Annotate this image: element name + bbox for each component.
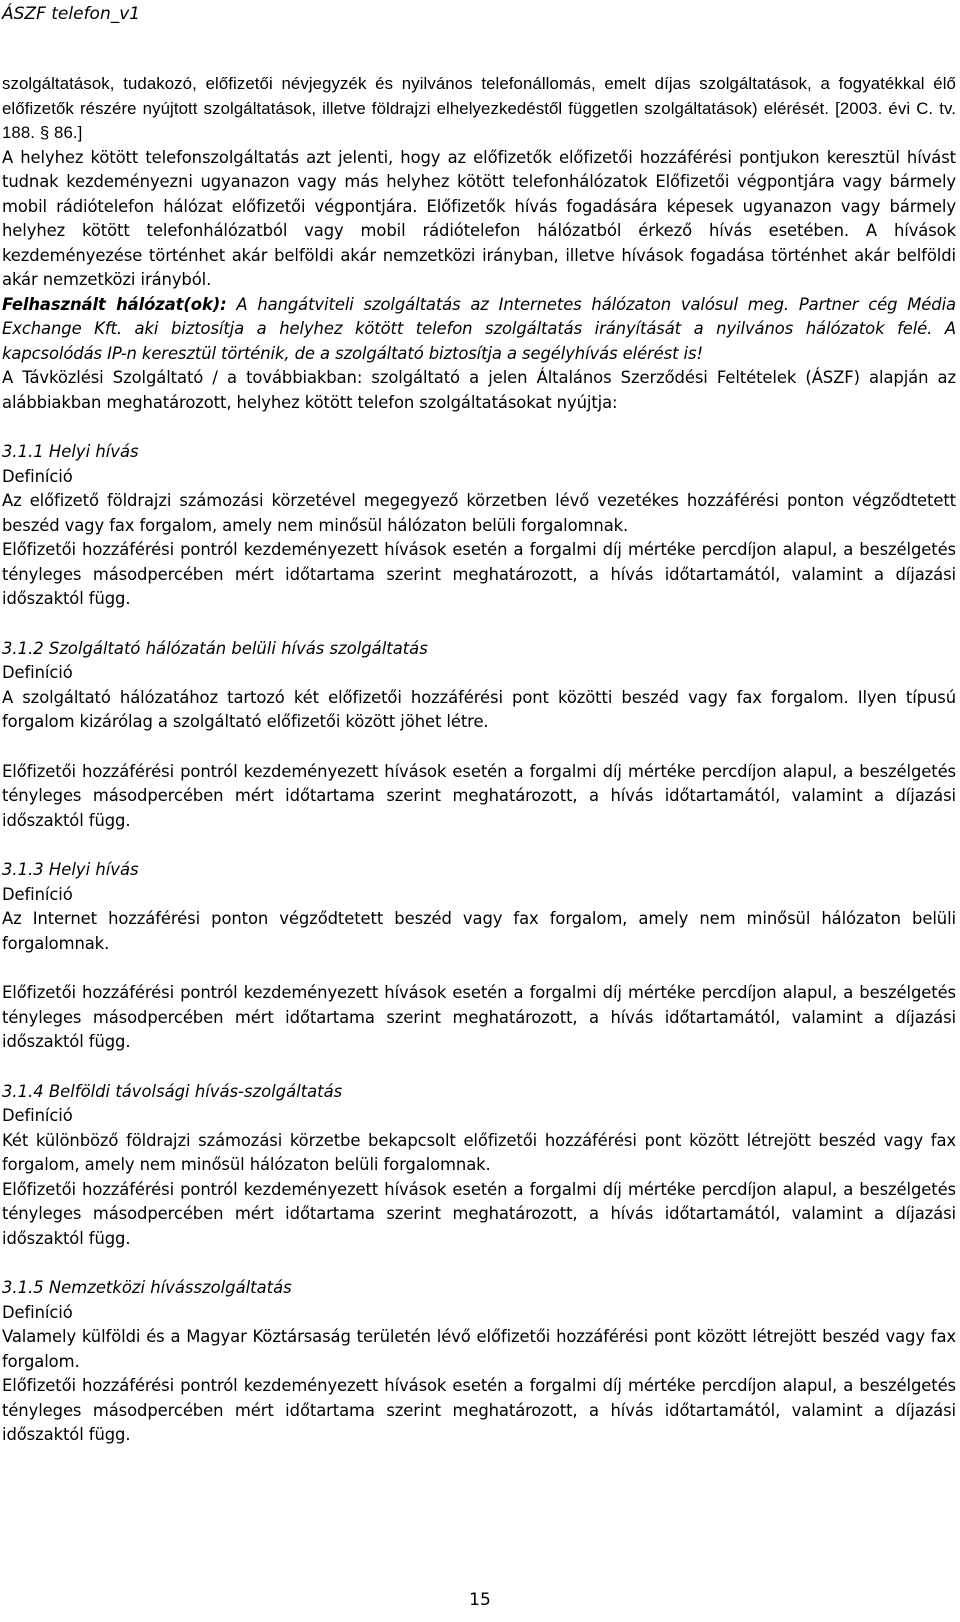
definition-label: Definíció bbox=[2, 466, 73, 486]
page-number: 15 bbox=[469, 1590, 491, 1610]
network-text: A hangátviteli szolgáltatás az Internetes hálózaton valósul meg. Partner cég Média Exchange Kft. aki biztosítja a helyhez kötött telefon szolgáltatás irányítását a nyilvános hálózatok felé. A kapcsolódás IP-n keresztül történik, de a szolgáltató biztosítja a segélyhívás elérést is! bbox=[2, 294, 956, 363]
definition-text: Az Internet hozzáférési ponton végződtetett beszéd vagy fax forgalom, amely nem minősül hálózaton belüli forgalomnak. bbox=[2, 909, 956, 953]
fee-text: Előfizetői hozzáférési pontról kezdeményezett hívások esetén a forgalmi díj mértéke percdíjon alapul, a beszélgetés tényleges másodpercében mért időtartama szerint meghatározott, a hívás időtartamától, valamint a díjazási időszaktól függ. bbox=[2, 1376, 956, 1444]
section-title: 3.1.2 Szolgáltató hálózatán belüli hívás szolgáltatás bbox=[2, 638, 428, 658]
document-body bbox=[2, 72, 956, 1448]
definition-label: Definíció bbox=[2, 663, 73, 682]
fee-text: Előfizetői hozzáférési pontról kezdeményezett hívások esetén a forgalmi díj mértéke percdíjon alapul, a beszélgetés tényleges másodpercében mért időtartama szerint meghatározott, a hívás időtartamától, valamint a díjazási időszaktól függ. bbox=[2, 761, 956, 830]
section-title: 3.1.1 Helyi hívás bbox=[2, 442, 139, 461]
definition-label: Definíció bbox=[2, 1302, 73, 1322]
definition-label: Definíció bbox=[2, 1106, 73, 1125]
section-title: 3.1.4 Belföldi távolsági hívás-szolgáltatás bbox=[2, 1081, 343, 1101]
section-title: 3.1.5 Nemzetközi hívásszolgáltatás bbox=[2, 1278, 292, 1297]
provider-paragraph: A Távközlési Szolgáltató / a továbbiakban: szolgáltató a jelen Általános Szerződési Feltételek (ÁSZF) alapján az alábbiakban meghatározott, helyhez kötött telefon szolgáltatásokat nyújtja: bbox=[2, 368, 956, 412]
definition-label: Definíció bbox=[2, 884, 73, 904]
fee-text: Előfizetői hozzáférési pontról kezdeményezett hívások esetén a forgalmi díj mértéke percdíjon alapul, a beszélgetés tényleges másodpercében mért időtartama szerint meghatározott, a hívás időtartamától, valamint a díjazási időszaktól függ. bbox=[2, 540, 956, 608]
definition-text: Két különböző földrajzi számozási körzetbe bekapcsolt előfizetői hozzáférési pont között létrejött beszéd vagy fax forgalom, amely nem minősül hálózaton belüli forgalomnak. bbox=[2, 1130, 956, 1174]
network-label: Felhasznált hálózat(ok): bbox=[2, 294, 227, 314]
intro-paragraph: szolgáltatások, tudakozó, előfizetői névjegyzék és nyilvános telefonállomás, emelt díjas szolgáltatások, a fogyatékkal élő előfizetők részére nyújtott szolgáltatások, illetve földrajzi elhelyezkedéstől független szolgáltatások) elérését. [2003. évi C. tv. 188. § 86.] bbox=[2, 74, 956, 142]
network-paragraph bbox=[2, 293, 956, 367]
service-description-paragraph: A helyhez kötött telefonszolgáltatás azt jelenti, hogy az előfizetők előfizetői hozzáférési pontjukon keresztül hívást tudnak kezdeményezni ugyanazon vagy más helyhez kötött telefonhálózatok Előfizetői végpontjára vagy bármely mobil rádiótelefon hálózat előfizetői végpontjára. Előfizetők hívás fogadására képesek ugyanazon vagy bármely helyhez kötött telefonhálózatból vagy mobil rádiótelefon hálózatból érkező hívás esetében. A hívások kezdeményezése történhet akár belföldi akár nemzetközi irányban, illetve hívások fogadása történhet akár belföldi akár nemzetközi irányból. bbox=[2, 147, 956, 289]
definition-text: Valamely külföldi és a Magyar Köztársaság területén lévő előfizetői hozzáférési pont között létrejött beszéd vagy fax forgalom. bbox=[2, 1327, 956, 1371]
definition-text: Az előfizető földrajzi számozási körzetével megegyező körzetben lévő vezetékes hozzáférési ponton végződtetett beszéd vagy fax forgalom, amely nem minősül hálózaton belüli forgalomnak. bbox=[2, 491, 956, 535]
running-header: ÁSZF telefon_v1 bbox=[2, 4, 141, 24]
fee-text: Előfizetői hozzáférési pontról kezdeményezett hívások esetén a forgalmi díj mértéke percdíjon alapul, a beszélgetés tényleges másodpercében mért időtartama szerint meghatározott, a hívás időtartamától, valamint a díjazási időszaktól függ. bbox=[2, 1179, 956, 1248]
definition-text: A szolgáltató hálózatához tartozó két előfizetői hozzáférési pont közötti beszéd vagy fax forgalom. Ilyen típusú forgalom kizárólag a szolgáltató előfizetői között jöhet létre. bbox=[2, 687, 956, 731]
section-title: 3.1.3 Helyi hívás bbox=[2, 860, 139, 879]
fee-text: Előfizetői hozzáférési pontról kezdeményezett hívások esetén a forgalmi díj mértéke percdíjon alapul, a beszélgetés tényleges másodpercében mért időtartama szerint meghatározott, a hívás időtartamától, valamint a díjazási időszaktól függ. bbox=[2, 983, 956, 1051]
